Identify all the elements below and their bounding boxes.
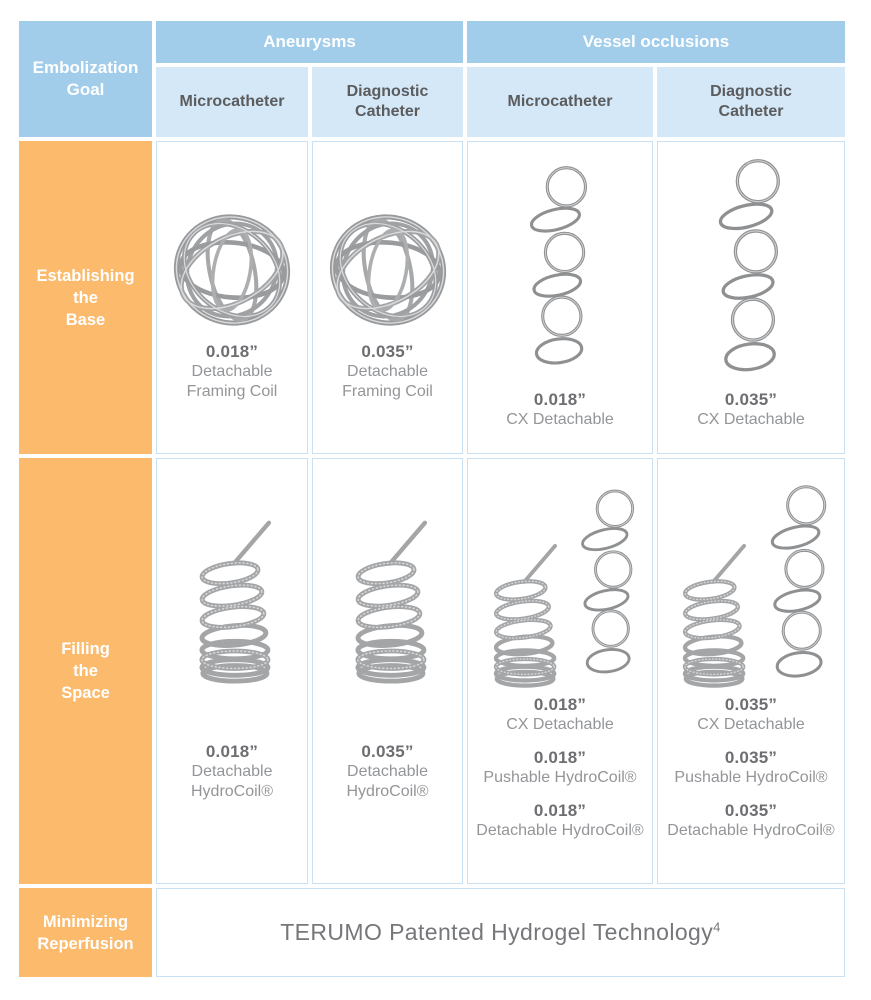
cell-filling-aneurysm-diagnostic [312,458,463,884]
row-label-establishing-the-base [19,141,152,454]
product-entry [697,694,805,735]
aneurysms-group-header: Aneurysms [156,21,463,63]
row-label-line: Minimizing [42,912,129,931]
product-name: Detachable Framing Coil [342,363,433,400]
product-name: CX Detachable [697,411,805,428]
column-header-label: Diagnostic Catheter [346,83,429,120]
product-entry [697,389,805,430]
product-size: 0.018” [205,742,259,761]
product-size: 0.035” [724,801,778,820]
product-size: 0.035” [724,748,778,767]
column-header-label: Microcatheter [507,93,613,110]
column-header-label: Diagnostic Catheter [710,83,792,120]
product-name: Pushable HydroCoil® [483,769,637,786]
hydrocoil-spring-image [474,539,571,689]
framing-coil-ball-image [166,204,298,336]
product-entry [483,747,636,788]
hydrocoil-spring-image [663,539,760,689]
footnote-reference: 4 [713,919,721,935]
cell-filling-vessel-microcatheter [467,458,653,884]
product-name: Detachable HydroCoil® [667,822,835,839]
row-label-line: Space [61,684,110,702]
cell-hydrogel-technology [156,888,845,977]
product-size: 0.018” [533,695,587,714]
cx-detachable-coil-image [519,150,601,384]
coil-image-pair [663,477,840,689]
product-size: 0.035” [361,342,414,361]
cx-detachable-coil-image [760,477,840,689]
row-label-line: the [73,662,98,680]
product-name: CX Detachable [506,716,614,733]
cell-base-aneurysm-diagnostic [312,141,463,454]
cell-base-vessel-microcatheter [467,141,653,454]
product-size: 0.018” [533,801,587,820]
product-entry [166,341,298,402]
row-label-line: Establishing [36,266,135,285]
cell-filling-vessel-diagnostic [657,458,845,884]
vessel-occlusions-group-header: Vessel occlusions [467,21,845,63]
cell-base-aneurysm-microcatheter [156,141,308,454]
cell-base-vessel-diagnostic [657,141,845,454]
hydrocoil-spring-image [332,515,444,685]
cx-detachable-coil-image [707,150,795,384]
framing-coil-ball-image [322,204,454,336]
row-label-minimizing-reperfusion [19,888,152,977]
product-name: Detachable HydroCoil® [190,763,274,800]
product-size: 0.035” [724,390,778,409]
product-entry [506,694,614,735]
product-name: Detachable Framing Coil [186,363,278,400]
row-label-filling-the-space [19,458,152,884]
cx-detachable-coil-image [571,477,647,689]
row-label-line: Reperfusion [37,934,134,953]
product-entry [322,341,454,402]
row-label-line: Filling [61,640,110,658]
embolization-goal-line2: Goal [66,80,105,99]
product-size: 0.018” [533,390,587,409]
product-entry [674,747,827,788]
column-header-label: Microcatheter [179,93,285,110]
product-name: CX Detachable [697,716,805,733]
column-header-vessel-microcatheter [467,67,653,137]
hydrogel-technology-text [280,919,721,946]
embolization-goal-table [19,21,845,977]
column-header-aneurysms-microcatheter [156,67,308,137]
row-label-line: Base [65,310,106,329]
product-entry [166,741,298,802]
column-header-aneurysms-diagnostic-catheter [312,67,463,137]
product-entry [476,800,643,841]
product-entry [667,800,834,841]
embolization-goal-header [19,21,152,137]
cell-filling-aneurysm-microcatheter [156,458,308,884]
product-name: Detachable HydroCoil® [476,822,644,839]
product-name: Detachable HydroCoil® [346,763,429,800]
hydrocoil-spring-image [176,515,288,685]
coil-image-pair [474,477,647,689]
product-size: 0.018” [533,748,587,767]
embolization-goal-line1: Embolization [32,58,139,77]
product-size: 0.035” [361,742,414,761]
product-size: 0.035” [724,695,778,714]
product-entry [322,741,454,802]
product-entry [506,389,614,430]
column-header-vessel-diagnostic-catheter [657,67,845,137]
product-name: CX Detachable [506,411,614,428]
product-size: 0.018” [205,342,259,361]
row-label-line: the [73,288,98,307]
hydrogel-technology-label: TERUMO Patented Hydrogel Technology [280,919,714,945]
product-name: Pushable HydroCoil® [674,769,828,786]
